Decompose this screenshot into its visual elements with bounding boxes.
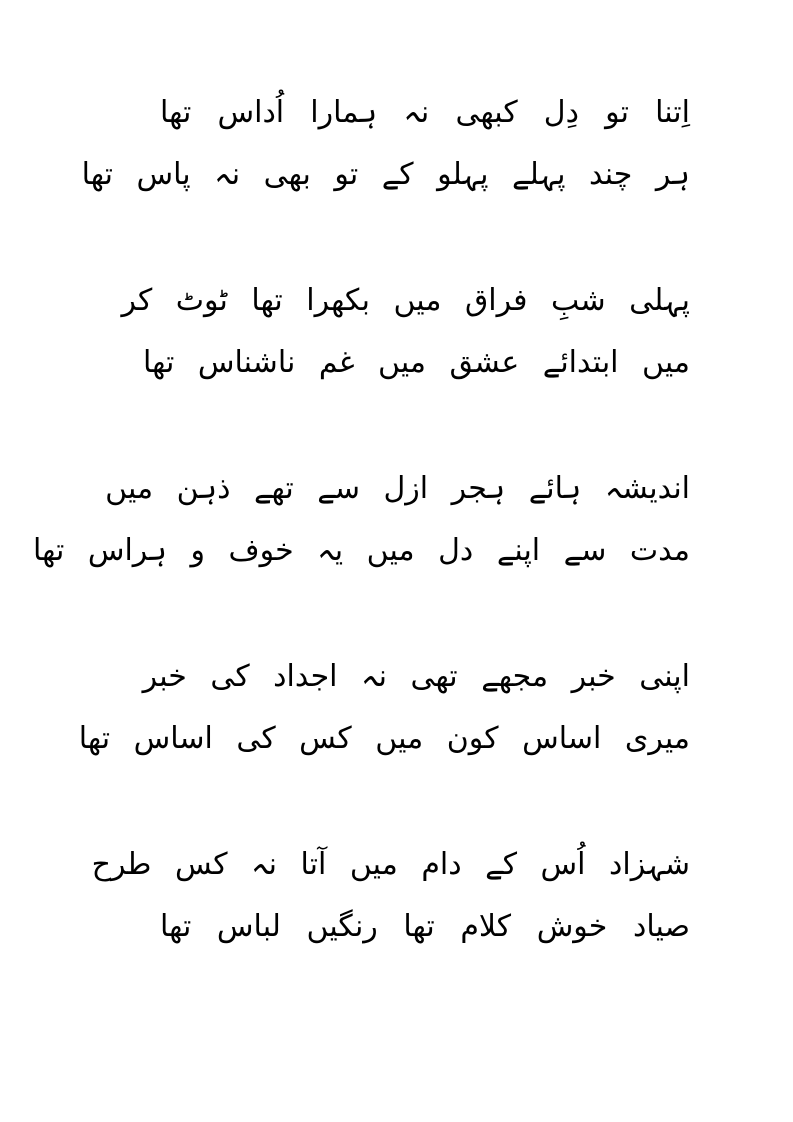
verse-line: میری اساس کون میں کس کی اساس تھا — [78, 721, 690, 756]
poem-body — [33, 82, 690, 1022]
stanza-1 — [81, 82, 690, 206]
stanza-4 — [78, 646, 690, 770]
stanza-5 — [91, 834, 690, 958]
verse-line: اِتنا تو دِل کبھی نہ ہمارا اُداس تھا — [160, 95, 690, 130]
verse-line: اندیشہ ہائے ہجر ازل سے تھے ذہن میں — [105, 471, 690, 506]
verse-line: صیاد خوش کلام تھا رنگیں لباس تھا — [160, 909, 690, 944]
stanza-2 — [121, 270, 690, 394]
verse-line: میں ابتدائے عشق میں غم ناشناس تھا — [143, 345, 690, 380]
verse-line: ہر چند پہلے پہلو کے تو بھی نہ پاس تھا — [81, 157, 690, 192]
verse-line: اپنی خبر مجھے تھی نہ اجداد کی خبر — [142, 659, 690, 694]
verse-line: مدت سے اپنے دل میں یہ خوف و ہراس تھا — [33, 533, 690, 568]
verse-line: شہزاد اُس کے دام میں آتا نہ کس طرح — [91, 847, 690, 882]
stanza-3 — [33, 458, 690, 582]
verse-line: پہلی شبِ فراق میں بکھرا تھا ٹوٹ کر — [121, 283, 690, 318]
